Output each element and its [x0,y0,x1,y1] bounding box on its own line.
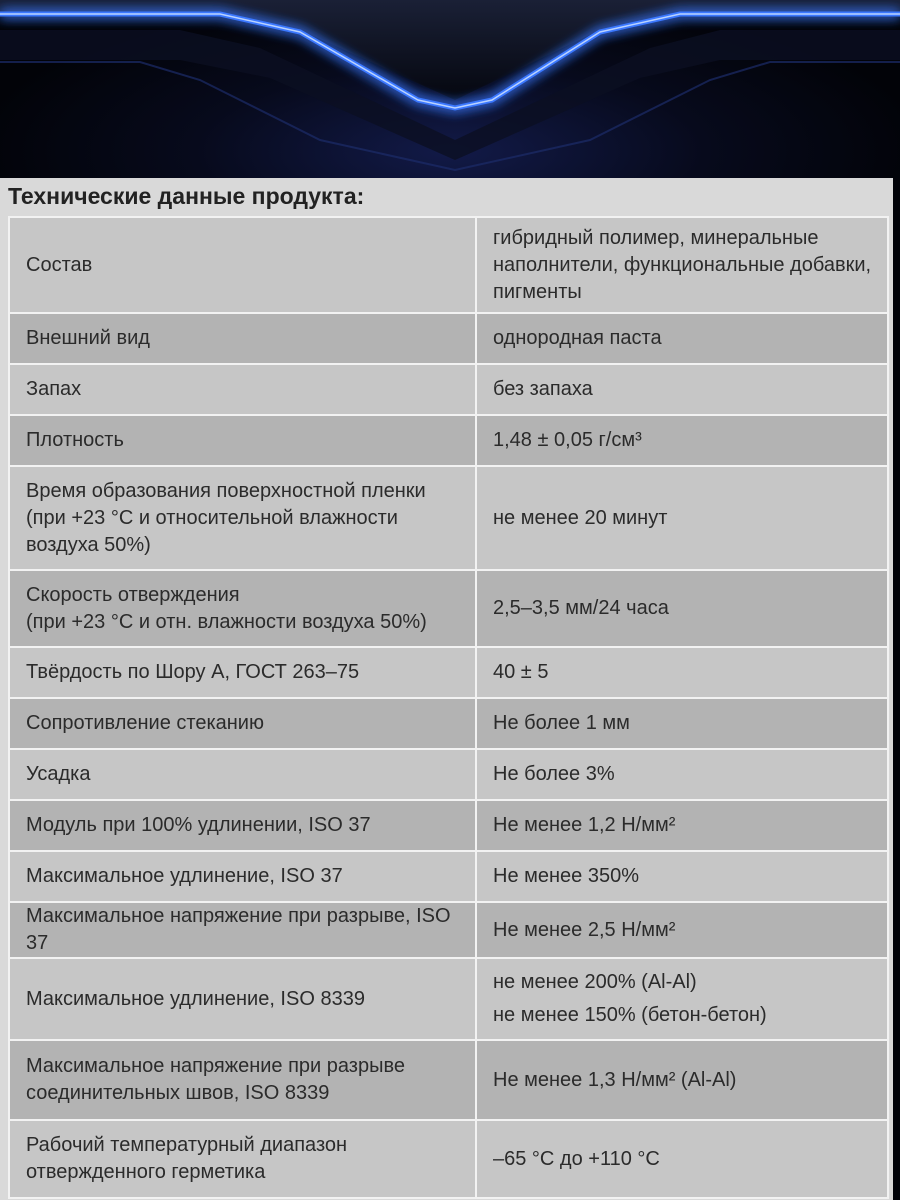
value-line: не менее 200% (Al-Al) [493,971,697,993]
value-cell: гибридный полимер, минеральные наполнители, функциональные добавки, пигменты [476,217,888,313]
table-row [9,749,888,800]
param-line: (при +23 °С и отн. влажности воздуха 50%) [26,610,427,633]
table-row [9,902,888,958]
value-cell: однородная паста [476,313,888,364]
table-row [9,958,888,1040]
table-row [9,217,888,313]
value-cell: Не менее 1,2 Н/мм² [476,800,888,851]
param-cell: Максимальное удлинение, ISO 37 [9,851,476,902]
specs-sheet [0,178,893,1200]
specs-table [8,216,889,1199]
param-cell: Максимальное удлинение, ISO 8339 [9,958,476,1040]
header-banner [0,0,900,178]
value-cell: 1,48 ± 0,05 г/см³ [476,415,888,466]
value-cell: Не менее 2,5 Н/мм² [476,902,888,958]
table-row [9,647,888,698]
table-row [9,364,888,415]
param-cell: Состав [9,217,476,313]
value-cell [476,958,888,1040]
table-row [9,800,888,851]
value-cell: 40 ± 5 [476,647,888,698]
value-cell: без запаха [476,364,888,415]
param-cell: Максимальное напряжение при разрыве, ISO 37 [9,902,476,958]
param-cell: Рабочий температурный диапазон отвержденного герметика [9,1120,476,1198]
param-cell: Запах [9,364,476,415]
value-cell: Не более 3% [476,749,888,800]
value-cell: Не менее 350% [476,851,888,902]
value-cell: Не более 1 мм [476,698,888,749]
param-line: Скорость отверждения [26,583,240,606]
param-cell [9,570,476,647]
param-cell: Твёрдость по Шору А, ГОСТ 263–75 [9,647,476,698]
param-cell: Внешний вид [9,313,476,364]
param-cell: Модуль при 100% удлинении, ISO 37 [9,800,476,851]
value-cell: Не менее 1,3 Н/мм² (Al-Al) [476,1040,888,1120]
neon-chevron-graphic [0,0,900,178]
value-line: не менее 150% (бетон-бетон) [493,1004,767,1026]
table-row [9,1120,888,1198]
table-row [9,313,888,364]
param-cell: Время образования поверхностной пленки (при +23 °С и относительной влажности воздуха 50%) [9,466,476,570]
param-cell: Усадка [9,749,476,800]
table-row [9,415,888,466]
param-cell: Максимальное напряжение при разрыве соединительных швов, ISO 8339 [9,1040,476,1120]
table-row [9,466,888,570]
value-cell: 2,5–3,5 мм/24 часа [476,570,888,647]
param-cell: Сопротивление стеканию [9,698,476,749]
value-cell: –65 °С до +110 °С [476,1120,888,1198]
param-cell: Плотность [9,415,476,466]
table-row [9,1040,888,1120]
table-row [9,851,888,902]
sheet-title: Технические данные продукта: [8,183,365,209]
value-cell: не менее 20 минут [476,466,888,570]
table-row [9,570,888,647]
table-row [9,698,888,749]
